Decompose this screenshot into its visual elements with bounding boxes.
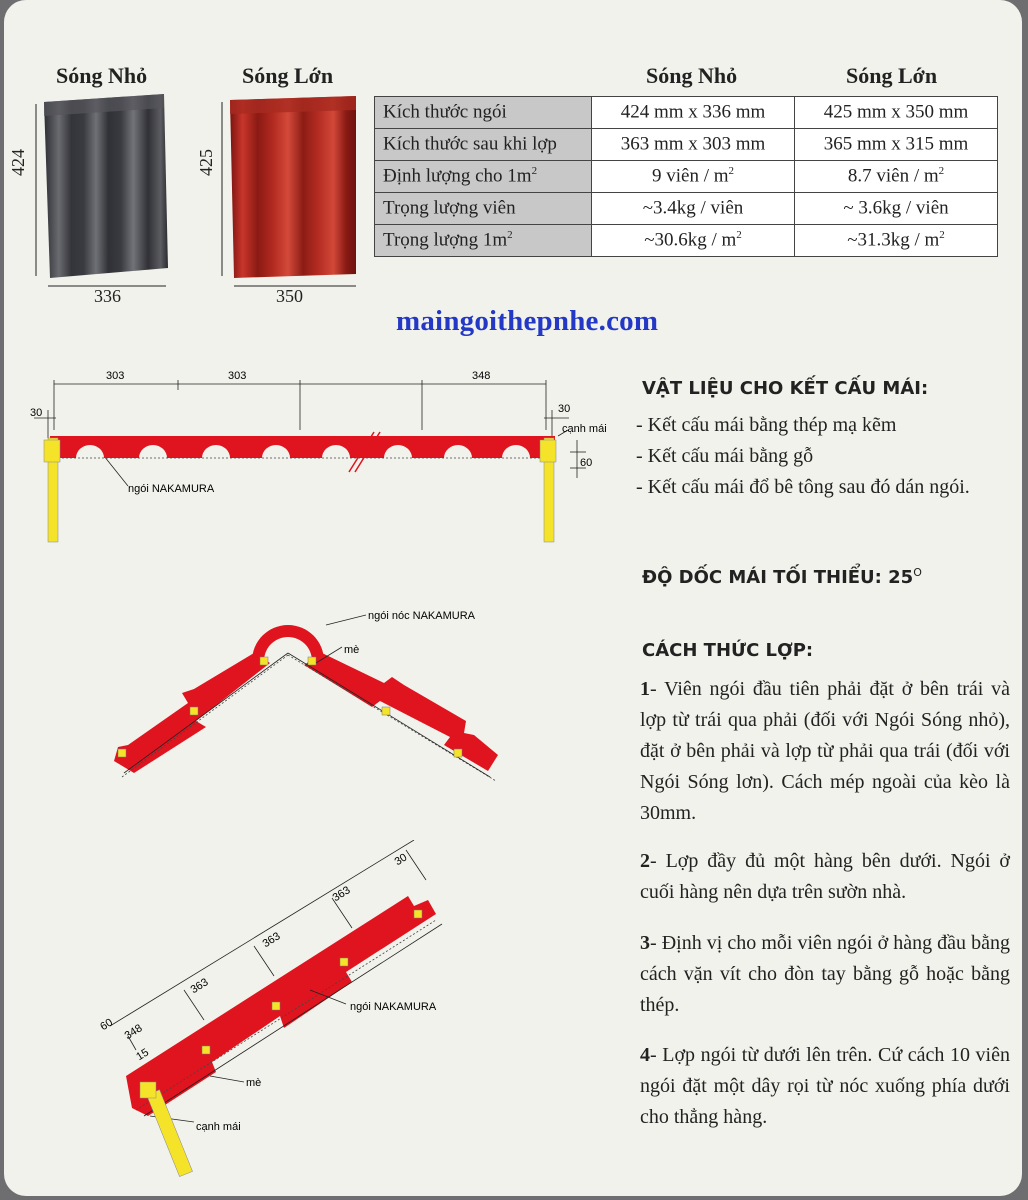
diagram-roof-section	[24, 360, 624, 550]
label-tile-slope: ngói NAKAMURA	[350, 1001, 437, 1013]
ridge-cap	[252, 625, 324, 661]
spec-row	[375, 97, 998, 129]
col-head-small: Sóng Nhỏ	[646, 63, 738, 88]
label-edge-1: cạnh mái	[562, 423, 607, 435]
dim-303-a: 303	[106, 370, 125, 382]
diagram-slope	[84, 840, 464, 1180]
materials-item: - Kết cấu mái đổ bê tông sau đó dán ngói.	[636, 476, 970, 498]
slope-title-text: ĐỘ DỐC MÁI TỐI THIỂU: 25	[642, 567, 914, 588]
materials-item: - Kết cấu mái bằng thép mạ kẽm	[636, 414, 897, 436]
spec-small: 9 viên / $m^2$	[592, 161, 795, 193]
step-num: 3	[640, 932, 650, 954]
spec-row	[375, 193, 998, 225]
dim-303-b: 303	[228, 370, 247, 382]
spec-large: 8.7 viên / $m^2$	[795, 161, 998, 193]
step-num: 4	[640, 1044, 650, 1066]
spec-small: 424 mm x 336 mm	[592, 97, 795, 129]
step-text: - Viên ngói đầu tiên phải đặt ở bên trái và lợp từ trái qua phải (đối với Ngói Sóng nhỏ), đặt ở bên phải và lợp từ phải qua trái (đối với Ngói Sóng lơn). Cách mép ngoài của kèo là 30mm.	[640, 678, 1010, 824]
spec-label: Kích thước sau khi lợp	[375, 129, 592, 161]
dim-30-left: 30	[30, 407, 43, 419]
label-ridge-tile: ngói nóc NAKAMURA	[368, 610, 475, 622]
step-3	[640, 928, 1010, 1021]
dim-30-right: 30	[558, 403, 571, 415]
large-tile-title: Sóng Lớn	[242, 63, 334, 88]
label-edge-slope: cạnh mái	[196, 1121, 241, 1133]
small-tile-image	[44, 94, 168, 278]
label-tile-1: ngói NAKAMURA	[128, 483, 215, 495]
spec-table	[374, 96, 998, 257]
spec-row	[375, 225, 998, 257]
materials-title: VẬT LIỆU CHO KẾT CẤU MÁI:	[642, 378, 929, 399]
spec-row	[375, 161, 998, 193]
step-text: - Định vị cho mỗi viên ngói ở hàng đầu bằng cách vặn vít cho đòn tay bằng gỗ hoặc bằng thép.	[640, 932, 1010, 1016]
small-tile-title: Sóng Nhỏ	[56, 63, 148, 88]
spec-label: Trọng lượng viên	[375, 193, 592, 225]
tile-photos	[4, 90, 374, 310]
spec-small: 363 mm x 303 mm	[592, 129, 795, 161]
step-text: - Lợp đầy đủ một hàng bên dưới. Ngói ở cuối hàng nên dựa trên sườn nhà.	[640, 850, 1010, 903]
dim-348: 348	[472, 370, 491, 382]
spec-large: 365 mm x 315 mm	[795, 129, 998, 161]
step-1	[640, 674, 1010, 829]
method-title: CÁCH THỨC LỢP:	[642, 640, 814, 661]
large-tile-height: 425	[196, 149, 216, 176]
step-text: - Lợp ngói từ dưới lên trên. Cứ cách 10 viên ngói đặt một dây rọi từ nóc xuống phía dưới cho thẳng hàng.	[640, 1044, 1010, 1128]
label-me-1: mè	[344, 644, 360, 656]
label-me-slope: mè	[246, 1077, 262, 1089]
spec-label: Trọng lượng $1m^2$	[375, 225, 592, 257]
section-tiles	[50, 432, 555, 472]
page	[4, 0, 1022, 1196]
slope-title	[642, 566, 922, 588]
spec-label: Định lượng cho $1m^2$	[375, 161, 592, 193]
spec-row	[375, 129, 998, 161]
step-2	[640, 846, 1010, 908]
dim-348-slope: 348	[122, 1022, 145, 1043]
dim-30-slope: 30	[392, 851, 410, 869]
large-tile-image	[230, 96, 356, 278]
spec-large: 425 mm x 350 mm	[795, 97, 998, 129]
spec-label: Kích thước ngói	[375, 97, 592, 129]
small-tile-height: 424	[8, 149, 28, 176]
spec-small: ~3.4kg / viên	[592, 193, 795, 225]
dim-363-a: 363	[188, 976, 211, 997]
step-num: 1	[640, 678, 650, 700]
diagram-ridge	[94, 585, 534, 795]
slope-post	[147, 1090, 193, 1177]
website-link[interactable]: maingoithepnhe.com	[396, 305, 659, 337]
step-num: 2	[640, 850, 650, 872]
small-tile-width: 336	[94, 286, 121, 306]
slope-degree: O	[913, 566, 922, 579]
dim-60-slope: 60	[98, 1016, 116, 1034]
dim-363-c: 363	[330, 884, 353, 905]
spec-large: ~ 3.6kg / viên	[795, 193, 998, 225]
col-head-large: Sóng Lớn	[846, 63, 938, 88]
materials-item: - Kết cấu mái bằng gỗ	[636, 445, 814, 467]
materials-list	[636, 410, 970, 503]
dim-60: 60	[580, 457, 593, 469]
dim-15-slope: 15	[134, 1046, 152, 1064]
large-tile-width: 350	[276, 286, 303, 306]
spec-large: ~31.3kg / $m^2$	[795, 225, 998, 257]
dim-363-b: 363	[260, 930, 283, 951]
step-4	[640, 1040, 1010, 1133]
spec-small: ~30.6kg / $m^2$	[592, 225, 795, 257]
